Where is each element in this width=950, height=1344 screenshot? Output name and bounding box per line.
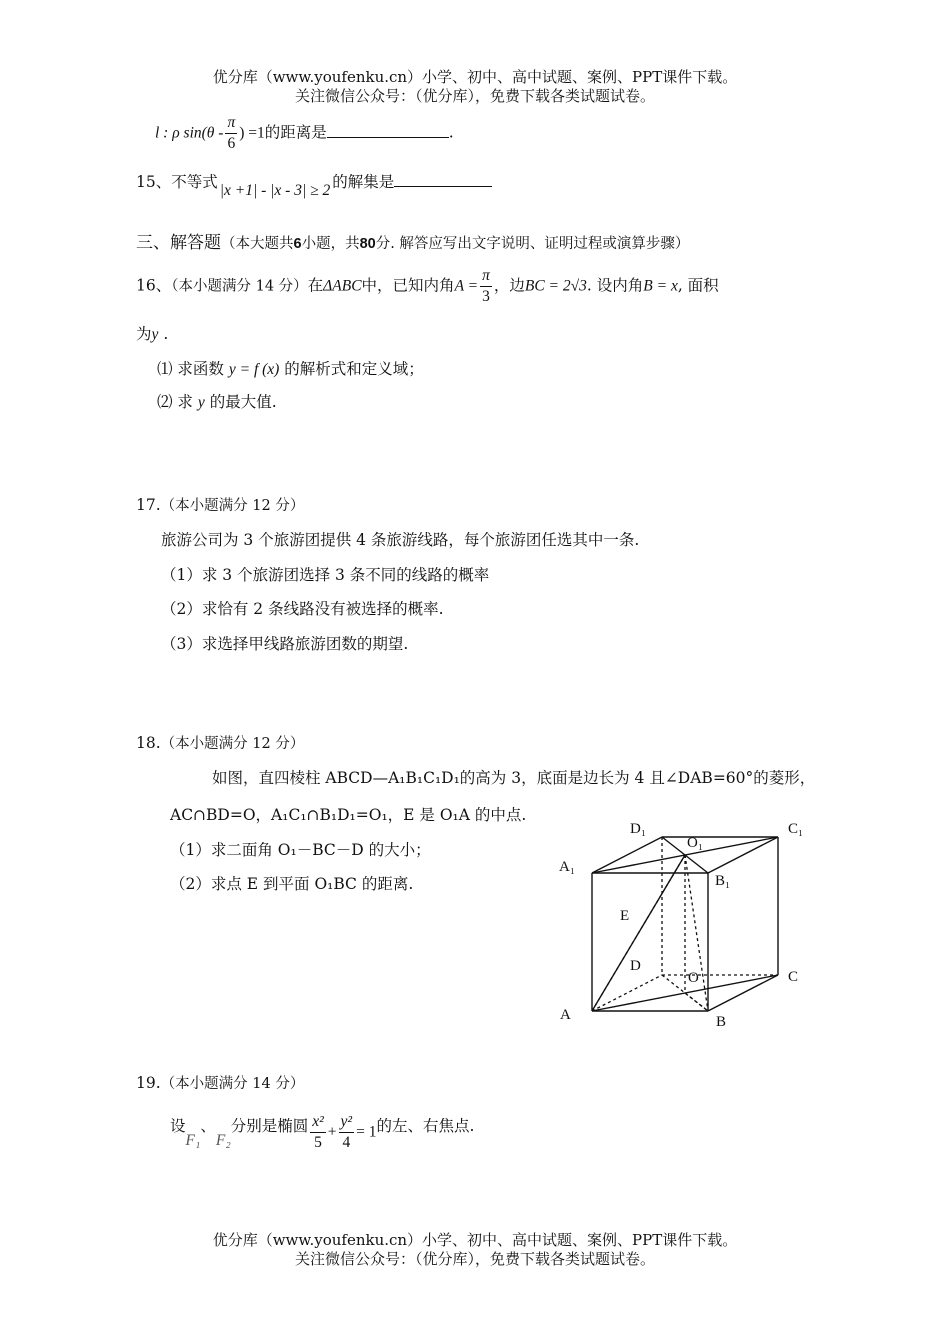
q14-formula-end: ) =1 bbox=[239, 124, 265, 142]
q15-number: 15、 bbox=[136, 173, 172, 191]
q18-sub-1: （1）求二面角 O₁－BC－D 的大小； bbox=[170, 841, 431, 859]
q16-bx: B = x bbox=[643, 277, 678, 295]
q17-sub-2: （2）求恰有 2 条线路没有被选择的概率. bbox=[161, 600, 444, 618]
q16-triangle: ΔABC bbox=[323, 277, 362, 295]
q15-text: 的解集是 bbox=[332, 173, 395, 191]
label-c1: C₁ bbox=[788, 821, 804, 837]
q18-sub-2: （2）求点 E 到平面 O₁BC 的距离. bbox=[170, 875, 414, 893]
q18-line-2: AC∩BD=O，A₁C₁∩B₁D₁=O₁，E 是 O₁A 的中点. bbox=[170, 806, 527, 824]
label-a: A bbox=[560, 1007, 571, 1023]
q19-line: 设F₁、F₂分别是椭圆 $\frac{\text{x²}}{5}$ + $\frac{\text{y²}}{4}$ = 1的左、右焦点. bbox=[170, 1113, 475, 1151]
q16-bc: BC = 2√3 bbox=[524, 277, 587, 295]
label-o: O bbox=[688, 970, 699, 986]
q15-line bbox=[136, 170, 492, 199]
footer-line-2: 关注微信公众号：（优分库），免费下载各类试题试卷。 bbox=[294, 1250, 655, 1268]
q17-number: 17. bbox=[136, 496, 161, 514]
q15-label: 不等式 bbox=[171, 173, 218, 191]
section3-title: 三、解答题 bbox=[136, 233, 221, 253]
q14-line bbox=[155, 113, 454, 154]
header-line-2: 关注微信公众号：（优分库），免费下载各类试题试卷。 bbox=[294, 87, 655, 105]
header-line-1: 优分库（www.youfenku.cn）小学、初中、高中试题、案例、PPT课件下载。 bbox=[212, 68, 738, 86]
label-a1: A₁ bbox=[559, 859, 576, 875]
q14-text: 的距离是 bbox=[264, 123, 327, 142]
q14-formula: l : ρ sin(θ - bbox=[155, 124, 224, 142]
label-e: E bbox=[620, 908, 630, 924]
hidden-segment-o-b bbox=[685, 993, 708, 1011]
q17-sub-3: （3）求选择甲线路旅游团数的期望. bbox=[161, 635, 409, 653]
q18-intro: 如图，直四棱柱 ABCD—A₁B₁C₁D₁的高为 3，底面是边长为 4 且∠DAB=60°的菱形， bbox=[212, 769, 816, 787]
q16-sub-2: ⑵ 求 y 的最大值. bbox=[157, 393, 277, 411]
q16-number: 16、 bbox=[136, 276, 172, 295]
edge-b-c bbox=[708, 975, 778, 1011]
q14-fraction: $\frac{\pi}{6}$ bbox=[227, 114, 236, 152]
q18-number: 18. bbox=[136, 734, 161, 752]
label-d1: D₁ bbox=[630, 821, 647, 837]
prism-figure bbox=[550, 815, 820, 1035]
q19-heading bbox=[136, 1072, 304, 1093]
q18-points: （本小题满分 12 分） bbox=[160, 736, 305, 752]
q19-points: （本小题满分 14 分） bbox=[160, 1076, 305, 1092]
q16-angle-a: A = bbox=[454, 277, 479, 295]
q14-end: . bbox=[448, 123, 454, 142]
footer-line-1: 优分库（www.youfenku.cn）小学、初中、高中试题、案例、PPT课件下载。 bbox=[212, 1231, 738, 1249]
q19-number: 19. bbox=[136, 1074, 161, 1092]
q17-points: （本小题满分 12 分） bbox=[160, 498, 305, 514]
hidden-segment-o1-b bbox=[685, 855, 708, 1011]
q17-heading bbox=[136, 494, 304, 515]
q17-intro: 旅游公司为 3 个旅游团提供 4 条旅游线路，每个旅游团任选其中一条. bbox=[161, 531, 640, 549]
q16-sub-1: ⑴ 求函数 y = f (x) 的解析式和定义域； bbox=[157, 360, 424, 378]
q15-expression: |x +1| - |x - 3| ≥ 2 bbox=[219, 182, 331, 199]
label-c: C bbox=[788, 969, 799, 985]
q16-line-2: 为y . bbox=[136, 325, 169, 343]
q17-sub-1: （1）求 3 个旅游团选择 3 条不同的线路的概率 bbox=[161, 566, 490, 584]
edge-b1-c1 bbox=[708, 837, 778, 873]
label-o1: O₁ bbox=[687, 835, 704, 851]
q16-points: （本小题满分 14 分） bbox=[171, 278, 308, 295]
edge-d1-a1 bbox=[592, 837, 662, 873]
q16-fraction: $\frac{\pi}{3}$ bbox=[482, 267, 490, 305]
q15-answer-blank bbox=[394, 172, 492, 187]
q19-fraction-y: $\frac{\text{y²}}{4}$ bbox=[340, 1113, 353, 1151]
label-d: D bbox=[630, 958, 641, 974]
label-b1: B₁ bbox=[715, 873, 731, 889]
q19-f1: F₁ bbox=[185, 1131, 201, 1149]
q14-answer-blank bbox=[327, 123, 449, 138]
label-b: B bbox=[716, 1014, 727, 1030]
q19-fraction-x: $\frac{\text{x²}}{5}$ bbox=[312, 1113, 324, 1151]
section3-heading bbox=[136, 228, 689, 253]
q16-line-1: 16、（本小题满分 14 分）在ΔABC中，已知内角A = $\frac{\pi}{3}$ ，边BC = 2√3. 设内角B = x, 面积 bbox=[136, 267, 719, 305]
q18-heading bbox=[136, 732, 304, 753]
q19-f2: F₂ bbox=[215, 1131, 231, 1149]
section3-note: （本大题共6小题，共80分. 解答应写出文字说明、证明过程或演算步骤） bbox=[221, 236, 690, 252]
